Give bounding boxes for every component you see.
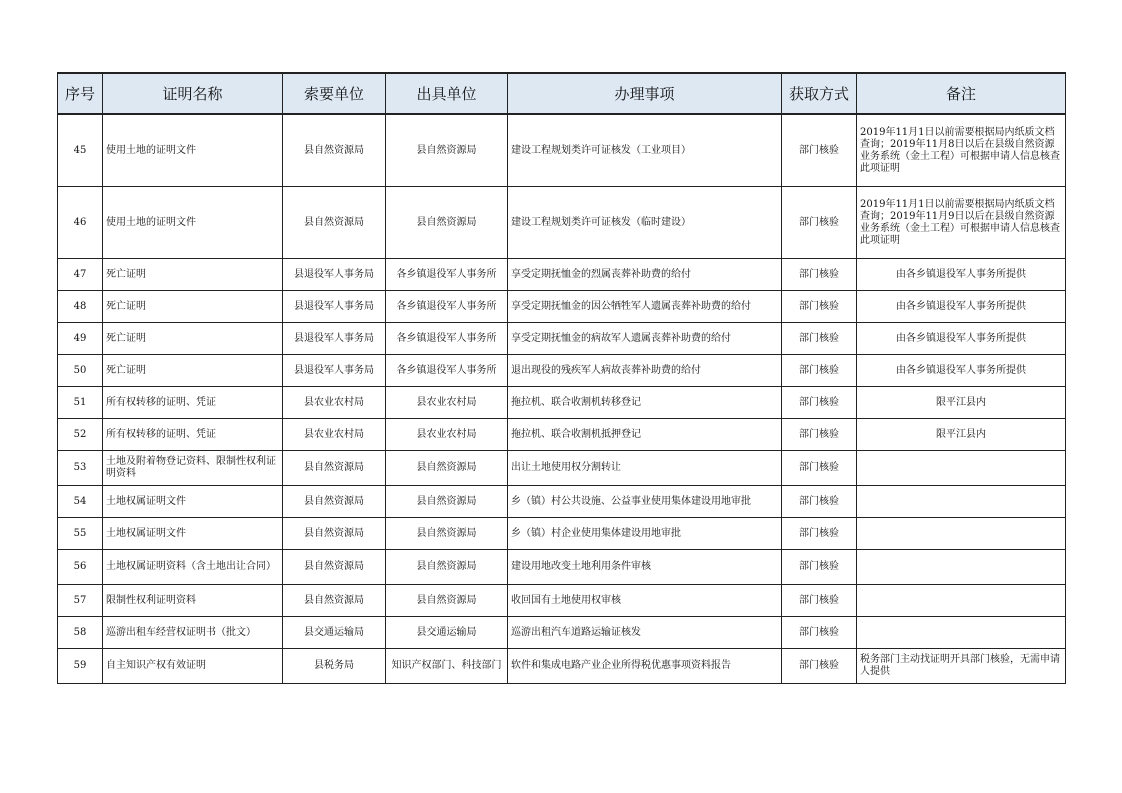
cell-name: 死亡证明	[103, 355, 283, 387]
header-matter: 办理事项	[508, 73, 782, 114]
cell-no: 45	[58, 114, 103, 187]
cell-issuer: 县自然资源局	[386, 585, 508, 617]
cell-method: 部门核验	[782, 617, 857, 649]
table-row	[58, 419, 1066, 451]
cell-requester: 县退役军人事务局	[283, 355, 386, 387]
cell-matter: 收回国有土地使用权审核	[508, 585, 782, 617]
cell-requester: 县退役军人事务局	[283, 259, 386, 291]
table-row	[58, 187, 1066, 259]
cell-requester: 县自然资源局	[283, 550, 386, 585]
cell-issuer: 各乡镇退役军人事务所	[386, 323, 508, 355]
header-remark: 备注	[857, 73, 1066, 114]
cell-no: 54	[58, 486, 103, 518]
cell-name: 死亡证明	[103, 323, 283, 355]
cell-no: 53	[58, 451, 103, 486]
cell-remark	[857, 486, 1066, 518]
table-row	[58, 355, 1066, 387]
table-body	[58, 114, 1066, 684]
cell-matter: 退出现役的残疾军人病故丧葬补助费的给付	[508, 355, 782, 387]
cell-method: 部门核验	[782, 451, 857, 486]
cell-method: 部门核验	[782, 114, 857, 187]
cell-remark: 由各乡镇退役军人事务所提供	[857, 259, 1066, 291]
cell-requester: 县自然资源局	[283, 187, 386, 259]
cell-method: 部门核验	[782, 486, 857, 518]
cell-requester: 县自然资源局	[283, 486, 386, 518]
cell-name: 使用土地的证明文件	[103, 187, 283, 259]
cell-remark: 由各乡镇退役军人事务所提供	[857, 323, 1066, 355]
cell-name: 死亡证明	[103, 259, 283, 291]
cell-issuer: 知识产权部门、科技部门	[386, 649, 508, 684]
cell-requester: 县自然资源局	[283, 518, 386, 550]
cell-no: 49	[58, 323, 103, 355]
table-header	[58, 73, 1066, 114]
cell-method: 部门核验	[782, 291, 857, 323]
cell-method: 部门核验	[782, 387, 857, 419]
cell-method: 部门核验	[782, 323, 857, 355]
cell-remark	[857, 518, 1066, 550]
cell-name: 所有权转移的证明、凭证	[103, 419, 283, 451]
cell-no: 50	[58, 355, 103, 387]
cell-no: 55	[58, 518, 103, 550]
cell-matter: 享受定期抚恤金的因公牺牲军人遗属丧葬补助费的给付	[508, 291, 782, 323]
cell-issuer: 县自然资源局	[386, 550, 508, 585]
cell-method: 部门核验	[782, 187, 857, 259]
cell-matter: 软件和集成电路产业企业所得税优惠事项资料报告	[508, 649, 782, 684]
cell-remark: 2019年11月1日以前需要根据局内纸质文档查询；2019年11月9日以后在县级自然资源业务系统（金土工程）可根据申请人信息核查此项证明	[857, 187, 1066, 259]
header-row	[58, 73, 1066, 114]
cell-requester: 县自然资源局	[283, 114, 386, 187]
table-row	[58, 291, 1066, 323]
cell-issuer: 县农业农村局	[386, 387, 508, 419]
header-name: 证明名称	[103, 73, 283, 114]
cell-matter: 享受定期抚恤金的病故军人遗属丧葬补助费的给付	[508, 323, 782, 355]
cell-requester: 县退役军人事务局	[283, 291, 386, 323]
cell-name: 土地及附着物登记资料、限制性权利证明资料	[103, 451, 283, 486]
cell-matter: 享受定期抚恤金的烈属丧葬补助费的给付	[508, 259, 782, 291]
cell-requester: 县税务局	[283, 649, 386, 684]
cell-issuer: 县自然资源局	[386, 486, 508, 518]
header-method: 获取方式	[782, 73, 857, 114]
cell-requester: 县农业农村局	[283, 387, 386, 419]
cell-no: 57	[58, 585, 103, 617]
table-row	[58, 387, 1066, 419]
table-row	[58, 649, 1066, 684]
cell-no: 51	[58, 387, 103, 419]
cell-remark	[857, 585, 1066, 617]
header-no: 序号	[58, 73, 103, 114]
table-row	[58, 518, 1066, 550]
cell-issuer: 各乡镇退役军人事务所	[386, 355, 508, 387]
cell-remark: 2019年11月1日以前需要根据局内纸质文档查询；2019年11月8日以后在县级自然资源业务系统（金土工程）可根据申请人信息核查此项证明	[857, 114, 1066, 187]
cell-requester: 县自然资源局	[283, 451, 386, 486]
cell-remark	[857, 550, 1066, 585]
cell-remark: 由各乡镇退役军人事务所提供	[857, 291, 1066, 323]
table-row	[58, 114, 1066, 187]
cell-issuer: 县交通运输局	[386, 617, 508, 649]
cell-matter: 巡游出租汽车道路运输证核发	[508, 617, 782, 649]
cell-issuer: 县自然资源局	[386, 114, 508, 187]
cell-method: 部门核验	[782, 355, 857, 387]
cell-matter: 建设用地改变土地利用条件审核	[508, 550, 782, 585]
cell-no: 47	[58, 259, 103, 291]
table-row	[58, 550, 1066, 585]
cell-method: 部门核验	[782, 649, 857, 684]
cell-name: 所有权转移的证明、凭证	[103, 387, 283, 419]
cell-matter: 拖拉机、联合收割机转移登记	[508, 387, 782, 419]
cell-requester: 县农业农村局	[283, 419, 386, 451]
table-row	[58, 451, 1066, 486]
cell-matter: 建设工程规划类许可证核发（工业项目）	[508, 114, 782, 187]
cell-requester: 县退役军人事务局	[283, 323, 386, 355]
cell-issuer: 县农业农村局	[386, 419, 508, 451]
cell-name: 死亡证明	[103, 291, 283, 323]
cell-no: 48	[58, 291, 103, 323]
cell-name: 限制性权利证明资料	[103, 585, 283, 617]
table-row	[58, 617, 1066, 649]
cell-requester: 县自然资源局	[283, 585, 386, 617]
cell-issuer: 县自然资源局	[386, 451, 508, 486]
cell-method: 部门核验	[782, 259, 857, 291]
cell-name: 土地权属证明资料（含土地出让合同）	[103, 550, 283, 585]
table-row	[58, 323, 1066, 355]
header-issuer: 出具单位	[386, 73, 508, 114]
cell-remark: 限平江县内	[857, 387, 1066, 419]
cell-name: 巡游出租车经营权证明书（批文）	[103, 617, 283, 649]
cell-no: 46	[58, 187, 103, 259]
cell-no: 58	[58, 617, 103, 649]
cell-method: 部门核验	[782, 550, 857, 585]
cell-remark	[857, 617, 1066, 649]
cell-issuer: 各乡镇退役军人事务所	[386, 259, 508, 291]
cell-remark: 限平江县内	[857, 419, 1066, 451]
cell-issuer: 县自然资源局	[386, 187, 508, 259]
cell-method: 部门核验	[782, 585, 857, 617]
table-row	[58, 486, 1066, 518]
cell-remark: 由各乡镇退役军人事务所提供	[857, 355, 1066, 387]
cell-matter: 建设工程规划类许可证核发（临时建设）	[508, 187, 782, 259]
cell-remark	[857, 451, 1066, 486]
cell-no: 56	[58, 550, 103, 585]
cell-issuer: 县自然资源局	[386, 518, 508, 550]
header-requester: 索要单位	[283, 73, 386, 114]
cell-method: 部门核验	[782, 518, 857, 550]
cell-matter: 乡（镇）村公共设施、公益事业使用集体建设用地审批	[508, 486, 782, 518]
table-row	[58, 259, 1066, 291]
cell-name: 土地权属证明文件	[103, 518, 283, 550]
certificate-table	[57, 72, 1066, 684]
cell-remark: 税务部门主动找证明开具部门核验，无需申请人提供	[857, 649, 1066, 684]
cell-method: 部门核验	[782, 419, 857, 451]
cell-no: 52	[58, 419, 103, 451]
table-row	[58, 585, 1066, 617]
cell-name: 土地权属证明文件	[103, 486, 283, 518]
cell-matter: 拖拉机、联合收割机抵押登记	[508, 419, 782, 451]
cell-matter: 出让土地使用权分割转让	[508, 451, 782, 486]
cell-name: 自主知识产权有效证明	[103, 649, 283, 684]
cell-name: 使用土地的证明文件	[103, 114, 283, 187]
cell-no: 59	[58, 649, 103, 684]
cell-issuer: 各乡镇退役军人事务所	[386, 291, 508, 323]
cell-matter: 乡（镇）村企业使用集体建设用地审批	[508, 518, 782, 550]
cell-requester: 县交通运输局	[283, 617, 386, 649]
